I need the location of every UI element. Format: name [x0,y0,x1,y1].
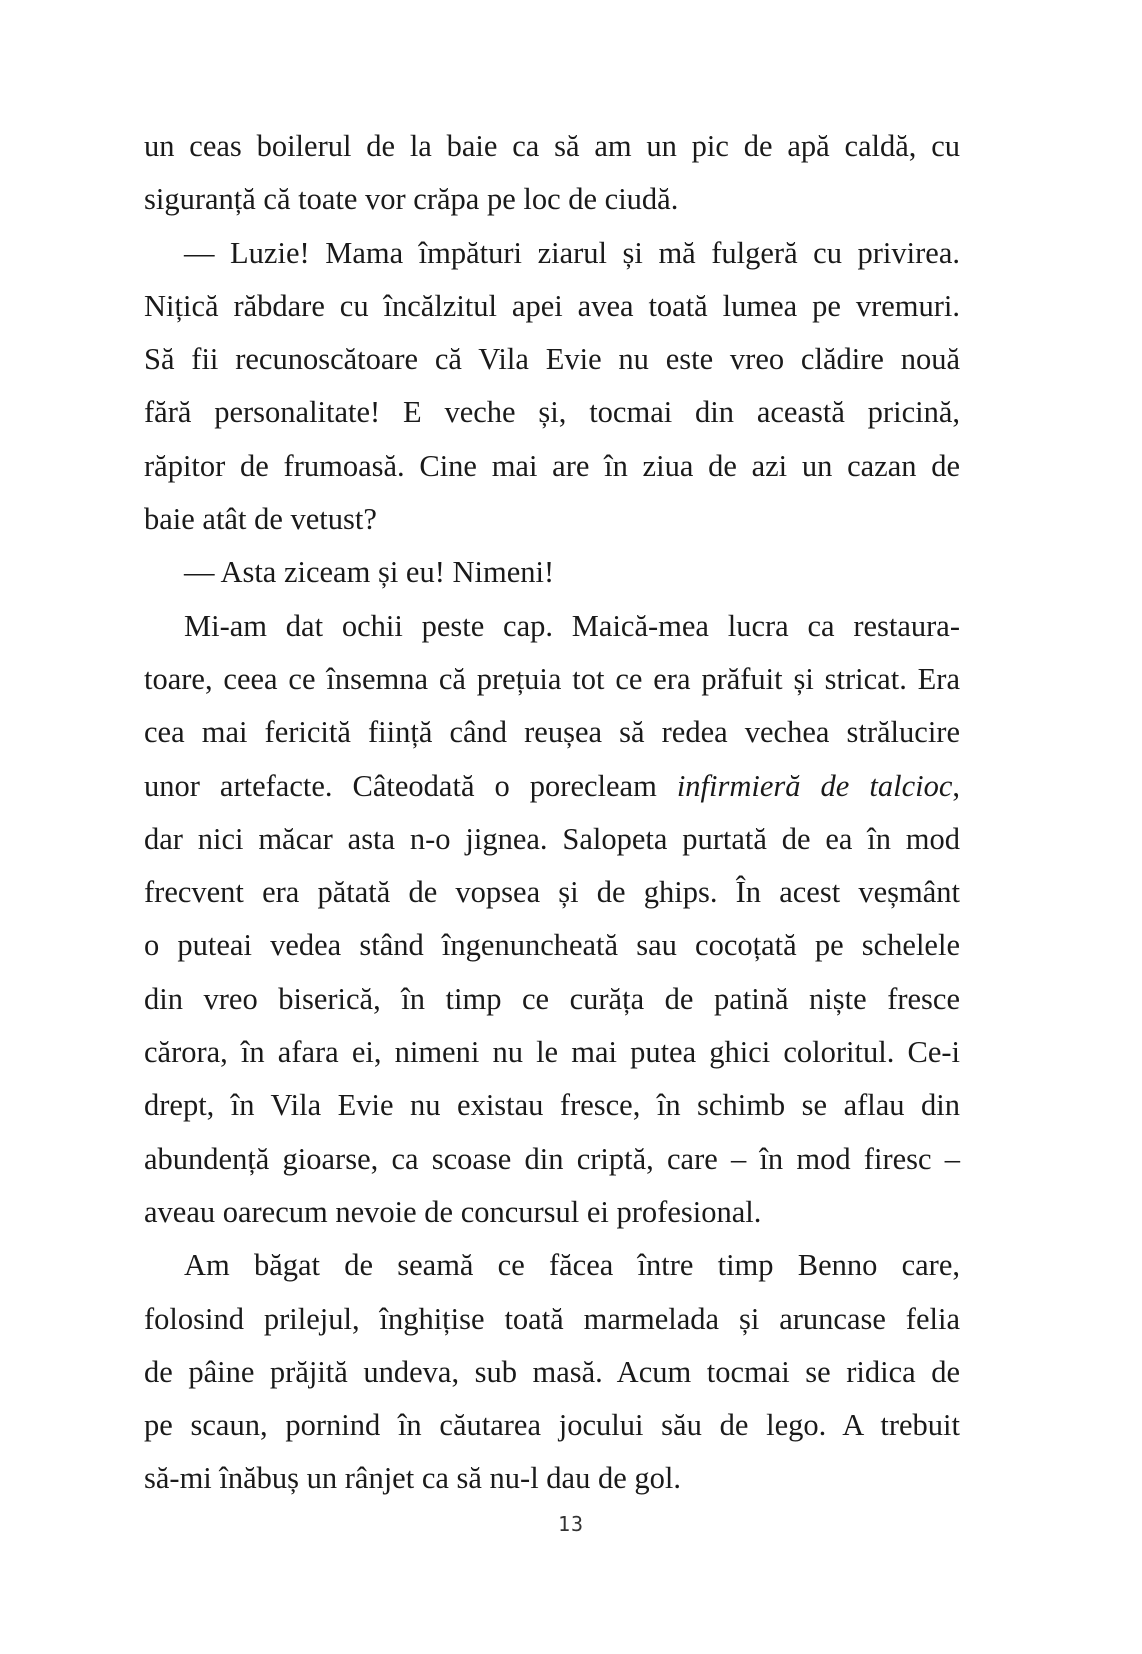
text-line: Să fii recunoscătoare că Vila Evie nu este vreo clădire nouă [144,342,960,377]
text-line: dar nici măcar asta n-o jignea. Salopeta purtată de ea în mod [144,821,960,856]
text-line: folosind prilejul, înghițise toată marmelada și aruncase felia [144,1301,960,1336]
text-line: răpitor de frumoasă. Cine mai are în ziua de azi un cazan de [144,448,960,483]
text-line: un ceas boilerul de la baie ca să am un pic de apă caldă, cu [144,129,960,163]
text-line: de pâine prăjită undeva, sub masă. Acum tocmai se ridica de [144,1354,960,1389]
text-line: Am băgat de seamă ce făcea între timp Benno care, [184,1248,960,1283]
text-line: baie atât de vetust? [144,502,377,537]
text-line: unor artefacte. Câteodată o porecleam infirmieră de talcioc, [144,768,960,803]
text-line: — Asta ziceam și eu! Nimeni! [184,555,555,590]
body-text [144,120,960,1506]
text-line: să-mi înăbuș un rânjet ca să nu-l dau de gol. [144,1461,681,1496]
text-line: siguranță că toate vor crăpa pe loc de ciudă. [144,182,679,217]
text-line: o puteai vedea stând îngenuncheată sau cocoțată pe schelele [144,928,960,963]
text-line: Mi-am dat ochii peste cap. Maică-mea lucra ca restaura- [184,608,960,643]
text-line: Nițică răbdare cu încălzitul apei avea toată lumea pe vremuri. [144,288,960,323]
text-line: din vreo biserică, în timp ce curăța de patină niște fresce [144,981,960,1016]
page-number: 13 [557,1512,585,1536]
text-line: cea mai fericită ființă când reușea să redea vechea strălucire [144,715,960,750]
text-line: frecvent era pătată de vopsea și de ghips. În acest veșmânt [144,875,960,910]
text-line: — Luzie! Mama împături ziarul și mă fulgeră cu privirea. [184,235,960,270]
text-line: aveau oarecum nevoie de concursul ei profesional. [144,1194,762,1229]
text-line: abundență gioarse, ca scoase din criptă, care – în mod firesc – [144,1141,960,1176]
text-line: fără personalitate! E veche și, tocmai din această pricină, [144,395,960,430]
text-line: cărora, în afara ei, nimeni nu le mai putea ghici coloritul. Ce-i [144,1035,960,1070]
text-line: toare, ceea ce însemna că prețuia tot ce era prăfuit și stricat. Era [144,661,960,696]
text-line: pe scaun, pornind în căutarea jocului său de lego. A trebuit [144,1408,960,1443]
text-line: drept, în Vila Evie nu existau fresce, în schimb se aflau din [144,1088,960,1123]
